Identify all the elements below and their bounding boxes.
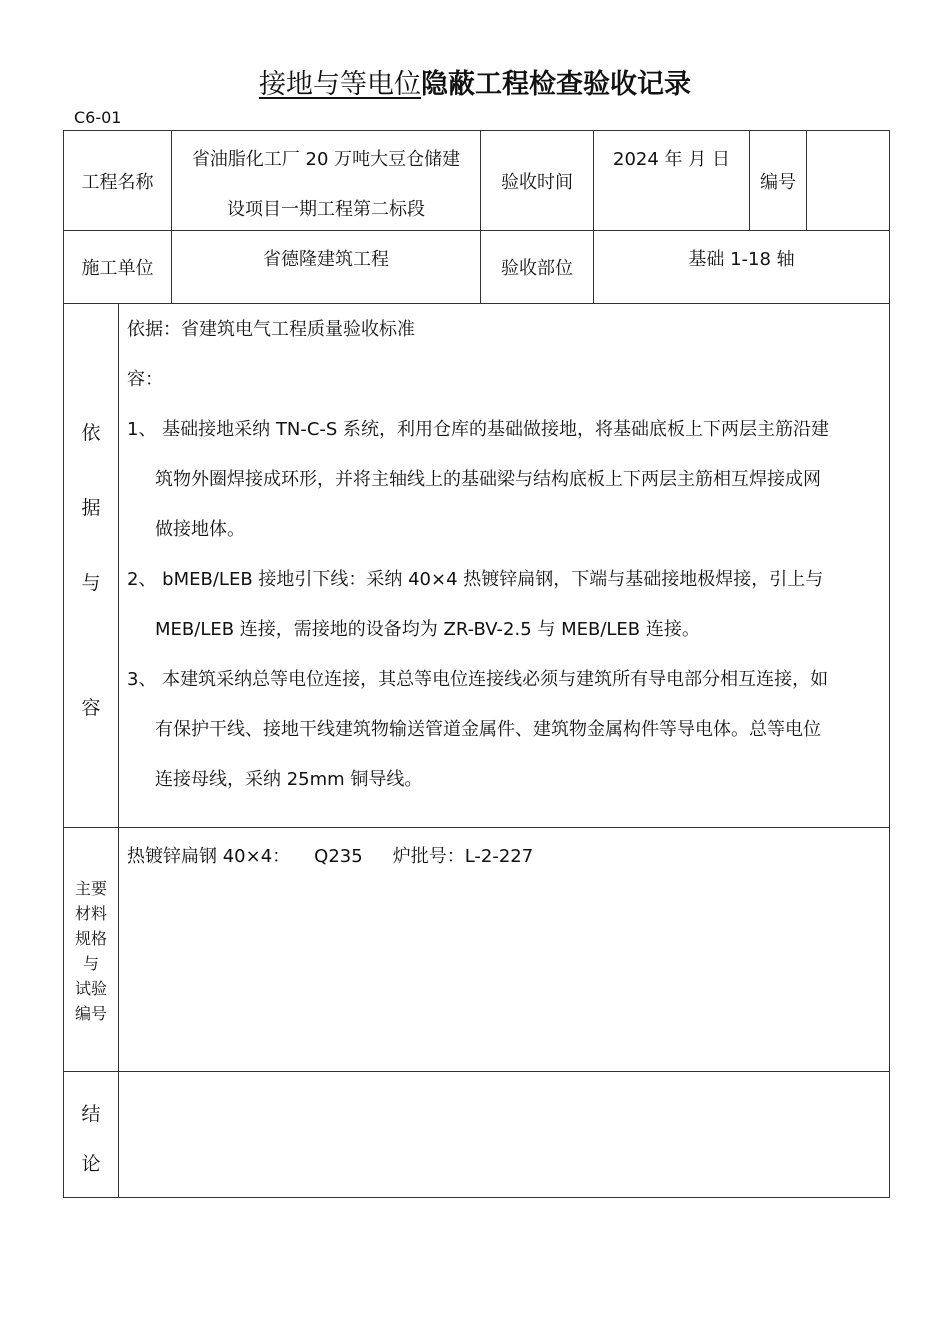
item-3-line-1: 3、 本建筑采纳总等电位连接，其总等电位连接线必须与建筑所有导电部分相互连接，如 xyxy=(127,669,829,690)
inspection-time-value: 2024 年 月 日 xyxy=(613,149,730,170)
item-3-line-2: 有保护干线、接地干线建筑物输送管道金属件、建筑物金属构件等导电体。总等电位 xyxy=(155,719,821,740)
project-name-line1: 省油脂化工厂 20 万吨大豆仓储建 xyxy=(191,149,461,170)
inspection-part-label: 验收部位 xyxy=(501,258,573,279)
inspection-time-label: 验收时间 xyxy=(501,171,573,193)
item-1-line-2: 筑物外圈焊接成环形，并将主轴线上的基础梁与结构底板上下两层主筋相互焊接成网 xyxy=(155,469,821,490)
material-batch: 炉批号：L-2-227 xyxy=(392,846,534,867)
form-code: C6-01 xyxy=(74,108,122,127)
item-1-line-1: 1、 基础接地采纳 TN-C-S 系统，利用仓库的基础做接地，将基础底板上下两层主筋沿建 xyxy=(127,419,830,440)
item-2-line-1: 2、 bMEB/LEB 接地引下线：采纳 40×4 热镀锌扁钢，下端与基础接地极焊接，引上与 xyxy=(127,569,824,590)
basis-line: 依据：省建筑电气工程质量验收标准 xyxy=(127,319,415,340)
basis-side-label: 依 据 与 容 xyxy=(81,422,101,719)
basis-content xyxy=(127,305,887,825)
materials-content xyxy=(127,842,887,872)
inspection-part-value: 基础 1-18 轴 xyxy=(688,249,795,270)
project-name-label: 工程名称 xyxy=(81,171,154,193)
title-underlined: 接地与等电位 xyxy=(259,69,421,100)
number-value xyxy=(807,131,889,230)
conclusion-side-label: 结 论 xyxy=(81,1103,101,1175)
number-label: 编号 xyxy=(760,171,796,193)
project-name-value xyxy=(172,131,480,230)
contractor-value: 省德隆建筑工程 xyxy=(263,249,389,270)
page-title xyxy=(0,62,950,101)
item-3-line-3: 连接母线，采纳 25mm 铜导线。 xyxy=(155,769,423,790)
content-line: 容： xyxy=(127,369,163,390)
item-2-line-2: MEB/LEB 连接，需接地的设备均为 ZR-BV-2.5 与 MEB/LEB 连接。 xyxy=(155,619,700,640)
material-grade: Q235 xyxy=(314,846,363,867)
project-name-line2: 设项目一期工程第二标段 xyxy=(227,199,425,220)
materials-side-label: 主要 材料 规格 与 试验 编号 xyxy=(74,879,107,1023)
contractor-label: 施工单位 xyxy=(81,258,154,279)
item-1-line-3: 做接地体。 xyxy=(155,519,245,540)
material-spec: 热镀锌扁钢 40×4： xyxy=(127,846,291,867)
title-bold: 隐蔽工程检查验收记录 xyxy=(421,69,691,100)
conclusion-value xyxy=(119,1072,889,1197)
